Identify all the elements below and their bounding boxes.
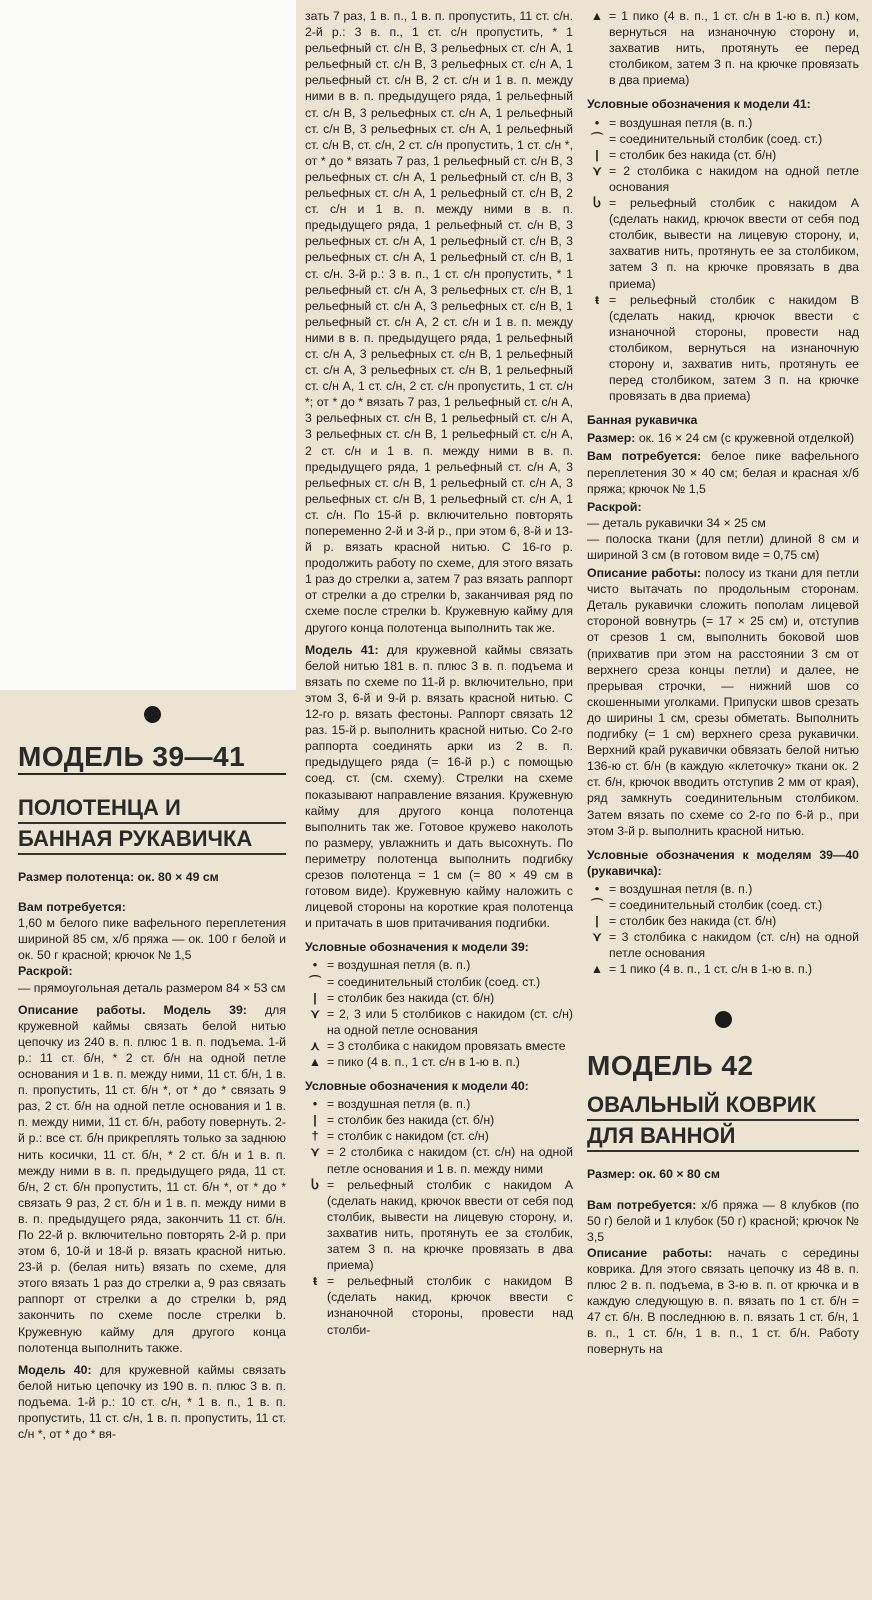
model42-need: [587, 1197, 859, 1245]
mitt-cut-item: — деталь рукавички 34 × 25 см: [587, 515, 766, 530]
model42-title: [587, 1090, 859, 1152]
legend-text: = 2 столбика с накидом (ст. с/н) на одной петле основания и 1 в. п. между ними: [327, 1145, 573, 1176]
legend-text: = столбик без накида (ст. б/н): [327, 1113, 495, 1128]
chain-stitch-icon: •: [594, 881, 600, 896]
model40-continued: зать 7 раз, 1 в. п., 1 в. п. пропустить, 11 ст. с/н. 2-й р.: 3 в. п., 1 ст. с/н пропустить, * 1 рельефный ст. с/н B, 3 рельефных ст. с/н A, 1 рельефный ст. с/н B, 3 рельефных ст. с/н A, 1 рельефный ст. с/н B, 2 ст. с/н и 1 в. п. между ними в в. п. предыдущего ряда, 1 рельефный ст. с/н B, 3 рельефных ст. с/н A, 1 рельефный ст. с/н B, 3 рельефных ст. с/н A, 1 рельефный ст. с/н B, ст. с/н, 2 ст. с/н пропустить, 1 ст. с/н *, от * до * вязать 7 раз, 1 рельефный ст. с/н B, 3 рельефных ст. с/н A, 1 рельефный ст. с/н B, 3 рельефных ст. с/н A, 1 рельефный ст. с/н B, 2 ст. с/н и 1 в. п. между ними в в. п. предыдущего ряда, 1 рельефный ст. с/н B, 3 рельефных ст. с/н A, 1 рельефный ст. с/н B, 3 рельефных ст. с/н A, 1 рельефный ст. с/н B, 1 ст. с/н. 3-й р.: 3 в. п., 1 ст. с/н пропустить, * 1 рельефный ст. с/н A, 3 рельефных ст. с/н B, 1 рельефный ст. с/н A, 3 рельефных ст. с/н B, 1 рельефный ст. с/н A, 2 ст. с/н и 1 в. п. между ними в в. п. предыдущего ряда, 1 рельефный ст. с/н A, 3 рельефных ст. с/н B, 1 рельефный ст. с/н A, 3 рельефных ст. с/н B, 1 рельефный ст. с/н A, 1 ст. с/н, 2 ст. с/н пропустить, 1 ст. с/н *; от * до * вязать 7 раз, 1 рельефный ст. с/н A, 3 рельефных ст. с/н B, 1 рельефный ст. с/н A, 3 рельефных ст. с/н B, 1 рельефный ст. с/н A, 2 ст. с/н и 1 в. п. между ними в в. п. предыдущего ряда, 1 рельефный ст. с/н A, 3 рельефных ст. с/н B, 1 рельефный ст. с/н A, 3 рельефных ст. с/н B, 1 рельефный ст. с/н A, 1 ст. с/н. По 15-й р. включительно повторять попеременно 2-й и 3-й р., при этом 6, 8-й и 13-й р. вязать красной нитью. С 16-го р. продолжить работу по схеме, для этого вязать 1 раз до стрелки a, затем 7 раз вязать раппорт от стрелки a до стрелки b, заканчивая ряд по схеме после стрелки b. Кружевную кайму для другого конца полотенца выполнить так же.: [305, 9, 573, 635]
model40-text: для кружевной каймы связать белой нитью цепочку из 190 в. п. плюс 3 в. п. подъема. 1-й р.: 10 ст. с/н, * 1 в. п., 1 в. п. пропустить, 11 ст. с/н, 1 в. п. пропустить, 11 ст. с/н *, от * до * вя-: [18, 1362, 286, 1442]
legend-text: = 2 столбика с накидом на одной петле основания: [609, 163, 859, 194]
model-heading: МОДЕЛЬ 39—41: [18, 741, 286, 775]
legend3940-heading: Условные обозначения к моделям 39—40 (рукавичка):: [587, 847, 859, 878]
legend-item: [305, 1128, 573, 1144]
shell-stitch-icon: ⋎: [310, 1006, 320, 1021]
back-post-stitch-icon: ŧ: [594, 292, 600, 307]
legend-item: [305, 1006, 573, 1038]
cut-label: Раскрой:: [18, 964, 73, 979]
mitt-heading: Банная рукавичка: [587, 413, 698, 428]
mitt-desc-label: Описание работы:: [587, 566, 702, 581]
mitt-desc-text: полосу из ткани для петли чисто вытачать по продольным сторонам. Деталь рукавички сложить пополам лицевой стороной вовнутрь (= 17 × 25 см) и, отступив от срезов 1 см, выполнить боковой шов (прихватив при этом на расстоянии 3 см от верхнего среза концы петли) и далее, не прерывая строчки, — нижний шов со скошенными уголками. Припуски швов срезать до ширины 1 см, срезы обметать. Выполнить подгибку (= 1 см) верхнего среза рукавички. Верхний край рукавички обвязать белой нитью 136-ю ст. б/н (в каждую «клеточку» ткани ок. 2 ст. б/н, крючок вводить отступив 2 мм от края), ряд замкнуть соединительным столбиком. Затем вязать по схеме со 2-го по 6-й р., при этом 3-й р. выполнить красной нитью.: [587, 566, 859, 838]
title-line: БАННАЯ РУКАВИЧКА: [18, 824, 286, 855]
back-post-stitch-icon: ŧ: [312, 1274, 318, 1289]
legend-text: = рельефный столбик с накидом A (сделать накид, крючок ввести от себя под столбик, вывести на лицевую сторону, и, захватив нить, протянуть ее за столбиком, затем 3 п. на крючке провязать в два приема): [609, 196, 859, 291]
cluster-stitch-icon: ⋏: [310, 1038, 320, 1053]
legend-item: [587, 195, 859, 292]
model41-paragraph: [305, 642, 573, 932]
legend-text: = 3 столбика с накидом (ст. с/н) на одной петле основания: [609, 930, 859, 961]
mitt-size: [587, 430, 859, 446]
legend-item: [305, 1144, 573, 1176]
chain-stitch-icon: •: [312, 958, 318, 973]
mitt-cut-label: Раскрой:: [587, 499, 642, 514]
model42-heading: МОДЕЛЬ 42: [587, 1050, 754, 1082]
legend-text: = воздушная петля (в. п.): [327, 1097, 471, 1112]
legend-item: [305, 1038, 573, 1054]
double-crochet-icon: †: [311, 1129, 319, 1144]
model41-label: Модель 41:: [305, 642, 379, 657]
legend-item: [587, 897, 859, 913]
blank-area: [0, 0, 296, 690]
single-crochet-icon: |: [595, 147, 599, 162]
legend-item: [587, 961, 859, 977]
legend-text: = воздушная петля (в. п.): [609, 881, 753, 896]
picot-icon: ▲: [590, 9, 604, 23]
column-left: [18, 688, 286, 1448]
legend-item: [587, 929, 859, 961]
column-middle: [305, 8, 573, 1338]
model42-desc-label: Описание работы:: [587, 1245, 713, 1260]
model40-label: Модель 40:: [18, 1362, 92, 1377]
front-post-stitch-icon: Ⴑ: [311, 1177, 319, 1192]
model42-size: Размер: ок. 60 × 80 см: [587, 1167, 721, 1182]
legend-text: = 1 пико (4 в. п., 1 ст. с/н в 1-ю в. п.): [609, 962, 813, 977]
legend-item: [305, 1273, 573, 1337]
legend40-heading: Условные обозначения к модели 40:: [305, 1079, 529, 1094]
model42-desc-text: начать с середины коврика. Для этого связать цепочку из 48 в. п. плюс 2 в. п. подъема, в 3-ю в. п. от крючка и в каждую следующую в. п. вязать по 1 ст. б/н = 47 ст. б/н. В последнюю в. п. вязать 1 ст. б/н, 1 в. п., 1 ст. б/н, 1 в. п., 1 ст. б/н. Работу повернуть на: [587, 1245, 859, 1357]
legend-text: = столбик с накидом (ст. с/н): [327, 1129, 489, 1144]
mitt-size-text: ок. 16 × 24 см (с кружевной отделкой): [638, 431, 855, 446]
model-title: [18, 793, 286, 855]
legend-item: [587, 147, 859, 163]
slip-stitch-icon: ⌒: [308, 974, 322, 989]
size-text: Размер полотенца: ок. 80 × 49 см: [18, 870, 219, 884]
legend-item: [305, 1112, 573, 1128]
legend-text: = 2, 3 или 5 столбиков с накидом (ст. с/н) на одной петле основания: [327, 1006, 573, 1037]
single-crochet-icon: |: [313, 1113, 317, 1128]
legend-text: = столбик без накида (ст. б/н): [609, 914, 777, 929]
mitt-need-label: Вам потребуется:: [587, 449, 702, 464]
legend-text: = воздушная петля (в. п.): [609, 115, 753, 130]
mitt-size-label: Размер:: [587, 431, 636, 446]
single-crochet-icon: |: [313, 990, 317, 1005]
v-stitch-icon: ⋎: [310, 1145, 320, 1160]
title-line: ОВАЛЬНЫЙ КОВРИК: [587, 1090, 859, 1121]
desc-text: для кружевной каймы связать белой нитью цепочку из 240 в. п. плюс 1 в. п. подъема. 1-й р.: 11 ст. б/н, * 2 ст. б/н на одной петле основания и 1 в. п. между ними, 11 ст. б/н, 1 в. п. пропустить, 11 ст. б/н *, от * до * связать 9 раз, 2 ст. б/н на одной петле основания и 1 в. п. между ними, 11 ст. б/н, работу повернуть. 2-й р.: все ст. б/н прикреплять только за заднюю нить косички, 11 ст. б/н, * 2 ст. б/н и 1 в. п. между ними в в. п. предыдущего ряда, 11 ст. б/н, 2 ст. б/н пропустить, 11 ст. б/н *, от * до * связать 9 раз, 2 ст. б/н и 1 в. п. между ними в в. п. предыдущего ряда, закончить 11 ст. б/н. По 22-й р. включительно повторять 2-й р. при этом 6, 10-й и 18-й р. вязать красной нитью. 23-й р. (белая нить) вязать по схеме, для этого вязать 1 раз до стрелки a, 9 раз связать раппорт от стрелки a до стрелки b, ряд закончить по схеме после стрелки b. Кружевную кайму для другого конца полотенца выполнить также.: [18, 1002, 286, 1355]
model42-desc: [587, 1245, 859, 1358]
model42-need-label: Вам потребуется:: [587, 1197, 697, 1212]
title-line: ПОЛОТЕНЦА И: [18, 793, 286, 824]
legend-text: = соединительный столбик (соед. ст.): [327, 974, 541, 989]
legend-item: [587, 115, 859, 131]
need-text: 1,60 м белого пике вафельного переплетения шириной 85 см, х/б пряжа — ок. 100 г белой и ок. 50 г красной; крючок № 1,5: [18, 916, 286, 963]
v-stitch-icon: ⋎: [592, 163, 602, 178]
desc-label: Описание работы. Модель 39:: [18, 1002, 247, 1017]
chain-stitch-icon: •: [312, 1097, 318, 1112]
legend41-heading: Условные обозначения к модели 41:: [587, 97, 811, 112]
legend-item: [305, 957, 573, 973]
legend-text: = соединительный столбик (соед. ст.): [609, 131, 823, 146]
legend-text: = рельефный столбик с накидом B (сделать накид, крючок ввести с изнаночной стороны, провести над столби-: [327, 1274, 573, 1337]
legend-item: [305, 1096, 573, 1112]
model40-paragraph: [18, 1362, 286, 1442]
need-label: Вам потребуется:: [18, 900, 126, 915]
picot-icon: ▲: [308, 1055, 322, 1069]
mitt-need-text: белое пике вафельного переплетения 30 × 40 см; белая и красная х/б пряжа; крючок № 1,5: [587, 449, 859, 496]
model41-text: для кружевной каймы связать белой нитью 181 в. п. плюс 3 в. п. подъема и вязать по схеме по 11-й р. включительно, при этом 3, 6-й и 9-й р. вязать красной нитью. С 12-го р. вязать фестоны. Раппорт связать 12 раз. 15-й р. выполнить красной нитью. Со 2-го раппорта соединять арки из 2 в. п. предыдущего ряда (= 16-й р.) с помощью соед. ст. (см. схему). Стрелки на схеме показывают направление вязания. Кружевную кайму для другого конца полотенца выполнить так же. Готовое кружево наколоть по размеру, увлажнить и дать высохнуть. По периметру полотенца выполнить подгибку срезов полотенца = 1 см (= 80 × 49 см в готовом виде). Кружевную кайму наложить с лицевой стороны на короткие края полотенца и притачать в шов притачивания подгибки.: [305, 642, 573, 931]
legend-item: [587, 131, 859, 147]
slip-stitch-icon: ⌒: [590, 897, 604, 912]
legend-item: [305, 974, 573, 990]
legend-item: [587, 881, 859, 897]
mitt-desc: [587, 565, 859, 839]
legend-item: [587, 292, 859, 405]
legend-text: = столбик без накида (ст. б/н): [327, 990, 495, 1005]
legend-text: = рельефный столбик с накидом A (сделать накид, крючок ввести от себя под столбик, вывести на лицевую сторону, и, захватив нить, протянуть ее за столбик, затем 3 п. на крючке провязать в два приема): [327, 1177, 573, 1273]
legend-text: = пико (4 в. п., 1 ст. с/н в 1-ю в. п.): [327, 1055, 520, 1069]
legend-text: = столбик без накида (ст. б/н): [609, 147, 777, 162]
legend-text: = 3 столбика с накидом провязать вместе: [327, 1038, 566, 1053]
legend-item: [305, 1054, 573, 1070]
model42-need-text: х/б пряжа — 8 клубков (по 50 г) белой и 1 клубок (50 г) красной; крючок № 3,5: [587, 1197, 859, 1244]
legend-item: [587, 163, 859, 195]
cut-text: — прямоугольная деталь размером 84 × 53 см: [18, 980, 286, 995]
bullet-icon: [144, 706, 161, 723]
legend-item: [587, 913, 859, 929]
front-post-stitch-icon: Ⴑ: [593, 196, 601, 211]
legend-text: = воздушная петля (в. п.): [327, 958, 471, 973]
shell-stitch-icon: ⋎: [592, 930, 602, 945]
bullet-icon: [715, 1011, 732, 1028]
single-crochet-icon: |: [595, 914, 599, 929]
column-right: [587, 8, 859, 1363]
legend39-heading: Условные обозначения к модели 39:: [305, 940, 529, 955]
legend-item: [587, 8, 859, 88]
legend-item: [305, 990, 573, 1006]
desc-paragraph: [18, 1002, 286, 1356]
title-line: ДЛЯ ВАННОЙ: [587, 1121, 859, 1152]
legend-text: = соединительный столбик (соед. ст.): [609, 897, 823, 912]
legend-item: [305, 1177, 573, 1274]
mitt-need: [587, 448, 859, 496]
slip-stitch-icon: ⌒: [590, 131, 604, 146]
mitt-cut-item: — полоска ткани (для петли) длиной 8 см и шириной 3 см (в готовом виде = 0,75 см): [587, 531, 859, 562]
chain-stitch-icon: •: [594, 115, 600, 130]
picot-icon: ▲: [590, 962, 604, 977]
legend-text: = рельефный столбик с накидом B (сделать накид, крючок ввести с изнаночной стороны, провести над столбиком, вернуться на изнаночную сторону и, захватив нить, протянуть ее перед столбиком, затем 3 п. на крючке провязать в два приема): [609, 292, 859, 404]
legend-text: = 1 пико (4 в. п., 1 ст. с/н в 1-ю в. п.) ком, вернуться на изнаночную сторону и, захватив нить, протянуть ее перед столбиком, затем 3 п. на крючке провязать в два приема): [609, 9, 859, 88]
